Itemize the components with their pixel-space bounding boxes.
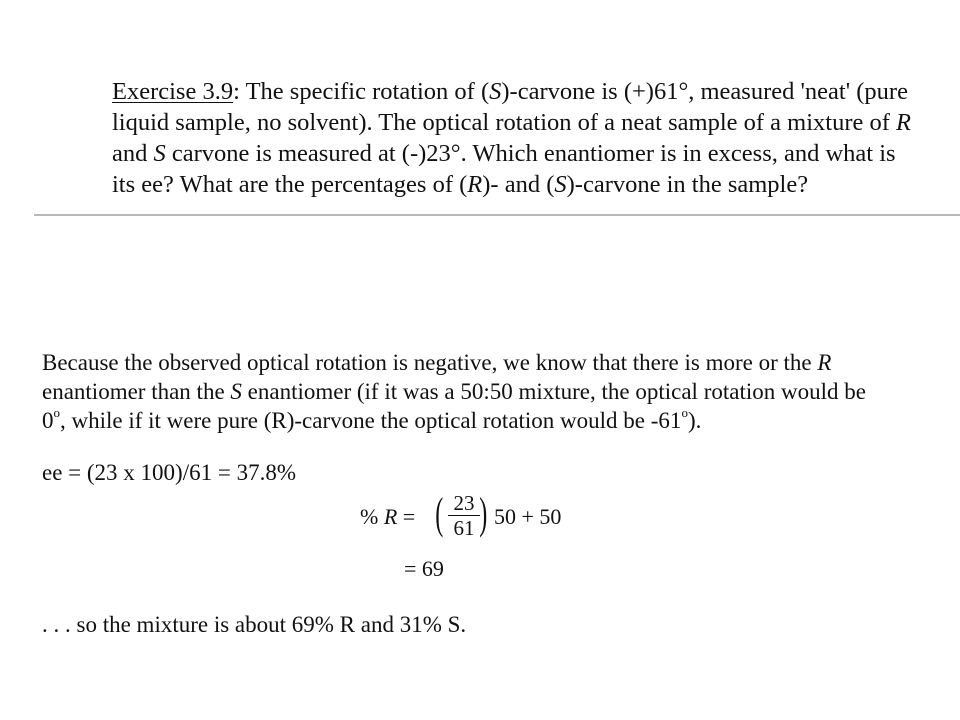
equation-rest: 50 + 50 bbox=[494, 504, 562, 529]
exercise-statement bbox=[112, 76, 960, 200]
answer-line-1 bbox=[42, 348, 960, 377]
fraction-denominator: 61 bbox=[453, 516, 475, 540]
exercise-italic-r: R bbox=[467, 171, 483, 198]
exercise-text: its ee? What are the percentages of ( bbox=[112, 171, 468, 198]
exercise-italic-r: R bbox=[896, 109, 911, 136]
fraction-numerator: 23 bbox=[453, 491, 475, 515]
answer-line-2 bbox=[42, 377, 960, 406]
equation-lhs bbox=[360, 504, 415, 530]
exercise-text: liquid sample, no solvent). The optical rotation of a neat sample of a mixture of bbox=[112, 109, 897, 136]
equation-fraction bbox=[448, 492, 480, 539]
equation-percent: % bbox=[360, 504, 384, 529]
exercise-line-3 bbox=[112, 138, 960, 169]
percent-r-equation bbox=[360, 489, 600, 592]
exercise-label: Exercise 3.9 bbox=[112, 78, 234, 105]
ee-calculation: ee = (23 x 100)/61 = 37.8% bbox=[42, 460, 296, 485]
left-paren: ( bbox=[435, 489, 444, 538]
answer-text: Because the observed optical rotation is negative, we know that there is more or the bbox=[42, 350, 818, 375]
exercise-italic-s: S bbox=[153, 140, 166, 167]
answer-text: 0 bbox=[42, 408, 54, 433]
answer-text: enantiomer than the bbox=[42, 379, 231, 404]
equation-variable-r: R bbox=[383, 504, 398, 529]
exercise-line-2 bbox=[112, 107, 960, 138]
equation-equals: = bbox=[397, 504, 416, 529]
exercise-text: )- and ( bbox=[482, 171, 555, 198]
answer-text: enantiomer (if it was a 50:50 mixture, the optical rotation would be bbox=[241, 379, 866, 404]
exercise-text: )-carvone is (+)61°, measured 'neat' (pure bbox=[501, 78, 908, 105]
equation-result: = 69 bbox=[404, 556, 444, 581]
right-paren: ) bbox=[479, 489, 488, 538]
answer-line-3 bbox=[42, 406, 960, 435]
answer-text: , while if it were pure (R)-carvone the optical rotation would be -61 bbox=[60, 408, 682, 433]
exercise-italic-s: S bbox=[554, 171, 567, 198]
conclusion-text: . . . so the mixture is about 69% R and 31% S. bbox=[42, 612, 467, 637]
exercise-text: )-carvone in the sample? bbox=[566, 171, 809, 198]
answer-italic-r: R bbox=[817, 350, 832, 375]
exercise-text: carvone is measured at (-)23°. Which enantiomer is in excess, and what is bbox=[165, 140, 896, 167]
answer-italic-s: S bbox=[230, 379, 242, 404]
degree-superscript: o bbox=[681, 405, 688, 421]
degree-superscript: o bbox=[53, 405, 60, 421]
answer-text: ). bbox=[687, 408, 702, 433]
exercise-line-1 bbox=[112, 76, 960, 107]
exercise-text: : The specific rotation of ( bbox=[233, 78, 490, 105]
exercise-italic-s: S bbox=[489, 78, 502, 105]
exercise-text: and bbox=[112, 140, 154, 167]
answer-explanation bbox=[42, 348, 960, 435]
exercise-line-4 bbox=[112, 169, 960, 200]
section-divider bbox=[34, 214, 960, 216]
